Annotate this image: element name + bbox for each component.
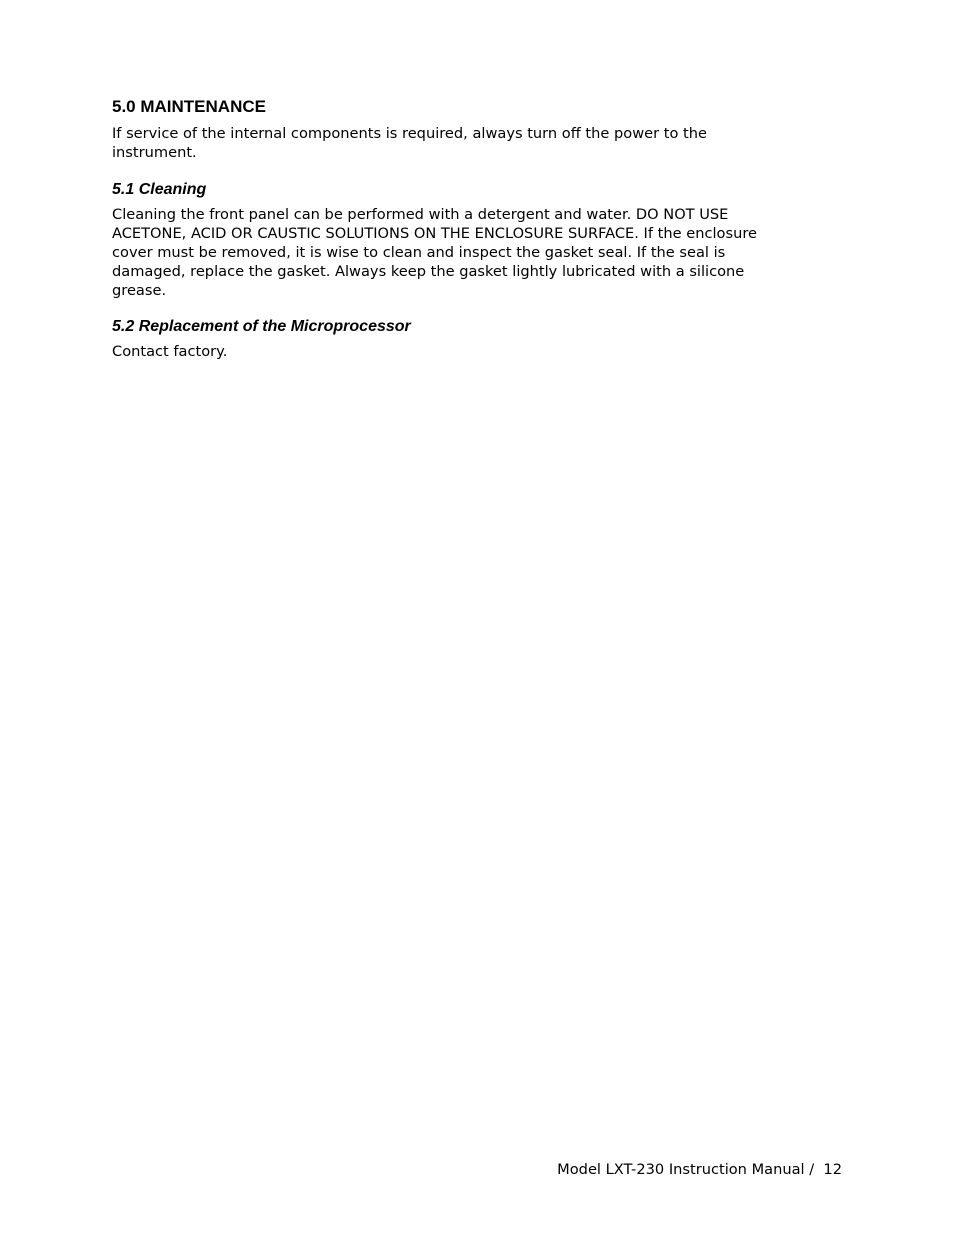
maintenance-intro-text: If service of the internal components is required, always turn off the power to the instrument. <box>112 125 708 161</box>
cleaning-text: Cleaning the front panel can be performed with a detergent and water. DO NOT USE ACETONE, ACID OR CAUSTIC SOLUTIONS ON THE ENCLOSURE SURFACE. If the enclosure cover must be removed, it is wise to clean and inspect the gasket seal. If the seal is damaged, replace the gasket. Always keep the gasket lightly lubricated with a silicone grease. <box>112 206 757 299</box>
subsection-heading-microprocessor: 5.2 Replacement of the Microprocessor <box>112 318 411 335</box>
microprocessor-text: Contact factory. <box>112 343 228 360</box>
subsection-heading-cleaning: 5.1 Cleaning <box>112 181 207 198</box>
page-footer: Model LXT-230 Instruction Manual / 12 <box>557 1161 842 1178</box>
section-heading-maintenance: 5.0 MAINTENANCE <box>112 97 266 116</box>
